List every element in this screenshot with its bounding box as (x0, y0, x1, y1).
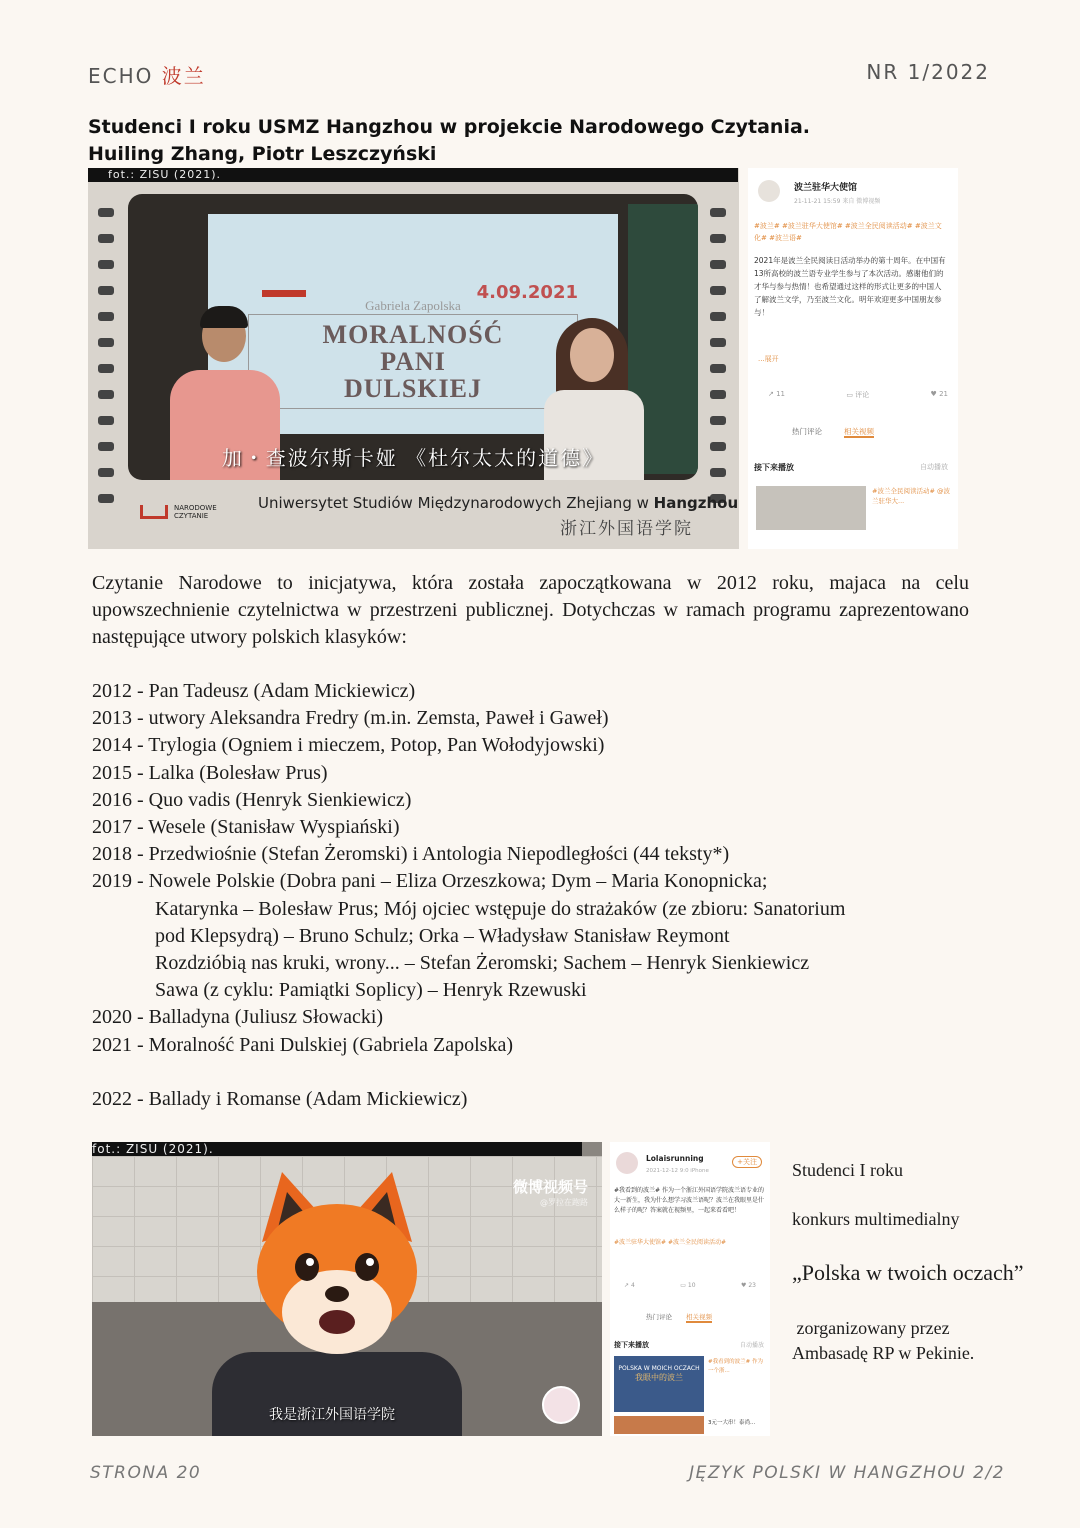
up-next-label: 接下来播放 (614, 1341, 649, 1349)
university-name: Uniwersytet Studiów Międzynarodowych Zhejiang w (258, 494, 654, 512)
footer-publication: JĘZYK POLSKI W HANGZHOU 2/2 (689, 1463, 1005, 1483)
list-item-continuation: Katarynka – Bolesław Prus; Mój ojciec wstępuje do strażaków (ze zbioru: Sanatorium (155, 897, 846, 920)
side-text-line: konkurs multimedialny (792, 1209, 960, 1229)
up-next-caption: #波兰全民阅读活动# @波兰驻华大... (872, 487, 950, 505)
video-subtitle: 我是浙江外国语学院 (269, 1407, 395, 1423)
header-echo: ECHO (88, 64, 154, 88)
slide-title-line: DULSKIEJ (343, 374, 483, 403)
autoplay-label: 自动播放 (739, 1342, 764, 1349)
film-strip-right (710, 208, 728, 520)
repost-count: ↗ 4 (624, 1282, 635, 1289)
fox-avatar-icon (242, 1172, 432, 1362)
post-tabs (646, 1312, 712, 1321)
list-item: 2019 - Nowele Polskie (Dobra pani – Eliza Orzeszkowa; Dym – Maria Konopnicka; (92, 870, 768, 893)
thumbnail-subtitle: 我眼中的波兰 (635, 1373, 683, 1382)
like-count: ♥ 23 (741, 1282, 756, 1289)
tab-hot-comments: 热门评论 (646, 1313, 672, 1321)
film-strip-left (98, 208, 116, 520)
university-chinese-name: 浙江外国语学院 (560, 519, 693, 539)
watermark-handle: @罗拉在跑路 (540, 1198, 588, 1207)
narodowe-czytanie-logo (140, 504, 230, 520)
post-tabs (792, 426, 874, 437)
article-title (88, 114, 848, 168)
list-item: 2012 - Pan Tadeusz (Adam Mickiewicz) (92, 680, 416, 702)
up-next-label: 接下来播放 (754, 463, 794, 472)
weibo-post-screenshot-2 (610, 1142, 770, 1436)
like-count: ♥ 21 (930, 390, 948, 398)
reading-list (92, 678, 992, 1113)
list-item-continuation: pod Klepsydrą) – Bruno Schulz; Orka – Władysław Stanisław Reymont (155, 924, 730, 947)
thumbnail-title: POLSKA W MOICH OCZACH (618, 1365, 700, 1372)
intro-paragraph: Czytanie Narodowe to inicjatywa, która została zapoczątkowana w 2012 roku, majaca na celu upowszechnienie czytelnictwa w przestrzeni publicznej. Dotychczas w ramach programu zaprezentowano następujące utwory polskich klasyków: (92, 572, 969, 648)
university-caption (258, 494, 738, 512)
header-title (88, 60, 206, 89)
up-next-caption: #我看到的波兰# 作为一个浙... (708, 1359, 763, 1374)
list-item: 2020 - Balladyna (Juliusz Słowacki) (92, 1006, 384, 1029)
university-city: Hangzhou (653, 494, 739, 512)
post-tags: #波兰驻华大使馆# #波兰全民阅读活动# (614, 1239, 727, 1246)
post-actions (624, 1282, 756, 1289)
page-number: STRONA 20 (90, 1463, 202, 1483)
video-frame (128, 194, 698, 480)
list-item: 2022 - Ballady i Romanse (Adam Mickiewicz) (92, 1088, 468, 1111)
side-text-line: Studenci I roku (792, 1160, 903, 1180)
list-item: 2015 - Lalka (Bolesław Prus) (92, 761, 328, 784)
list-item: 2014 - Trylogia (Ogniem i mieczem, Potop, Pan Wołodyjowski) (92, 734, 605, 757)
weibo-post-screenshot (748, 168, 958, 549)
list-item: 2017 - Wesele (Stanisław Wyspiański) (92, 816, 400, 839)
list-item-continuation: Rozdzióbią nas kruki, wrony... – Stefan Żeromski; Sachem – Henryk Sienkiewicz (155, 952, 810, 975)
fox-video-photo (92, 1142, 602, 1436)
issue-number: NR 1/2022 (866, 60, 990, 84)
follow-button[interactable]: +关注 (732, 1156, 762, 1168)
slide-date: 4.09.2021 (476, 282, 578, 303)
second-thumbnail (614, 1416, 704, 1434)
logo-line: NARODOWE (174, 504, 217, 512)
account-avatar (616, 1152, 638, 1174)
weibo-watermark (513, 1176, 588, 1208)
video-subtitle: 加・查波尔斯卡娅 《杜尔太太的道德》 (221, 446, 605, 470)
post-tags: #波兰# #波兰驻华大使馆# #波兰全民阅读活动# #波兰文化# #波兰语# (754, 222, 942, 242)
slide-title-line: PANI (380, 347, 446, 376)
post-meta: 2021-12-12 9:0 iPhone (646, 1168, 709, 1174)
up-next-thumbnail (614, 1356, 704, 1412)
autoplay-label: 自动播放 (920, 463, 948, 471)
reading-event-photo (88, 168, 739, 549)
account-name: 波兰驻华大使馆 (794, 183, 858, 193)
account-avatar (758, 180, 780, 202)
tab-hot-comments: 热门评论 (792, 427, 822, 436)
expand-link: ...展开 (758, 355, 779, 363)
contest-title: „Polska w twoich oczach” (792, 1260, 1024, 1285)
second-caption: 3元一大串！泰尚... (708, 1420, 756, 1426)
post-body: #我看到的波兰# 作为一个浙江外国语学院波兰语专业的大一新生，我为什么想学习波兰语呢？波兰在我眼里是什么样子的呢？答案就在视频里，一起来看看吧！ (614, 1187, 765, 1214)
tab-related-videos: 相关视频 (844, 427, 874, 436)
slide-logo (262, 290, 306, 297)
photo-credit: fot.: ZISU (2021). (88, 168, 738, 182)
article-authors: Huiling Zhang, Piotr Leszczyński (88, 143, 437, 165)
slide-author: Gabriela Zapolska (365, 298, 461, 313)
comment-count: ▭ 10 (680, 1282, 696, 1289)
list-item: 2021 - Moralność Pani Dulskiej (Gabriela Zapolska) (92, 1033, 514, 1056)
photo-credit: fot.: ZISU (2021). (92, 1142, 582, 1156)
watermark-text: 微博视频号 (512, 1178, 588, 1196)
side-text-line: Ambasadę RP w Pekinie. (792, 1343, 975, 1363)
comment-label: ▭ 评论 (846, 391, 870, 399)
list-item: 2018 - Przedwiośnie (Stefan Żeromski) i Antologia Niepodległości (44 teksty*) (92, 843, 730, 866)
post-meta: 21-11-21 15:59 来自 微博视频 (794, 198, 881, 205)
side-text-line: zorganizowany przez (792, 1318, 950, 1338)
tab-related-videos: 相关视频 (686, 1313, 712, 1321)
repost-count: ↗ 11 (768, 390, 786, 398)
slide-title (248, 314, 578, 409)
slide-title-line: MORALNOŚĆ (322, 320, 504, 349)
post-body: 2021年是波兰全民阅读日活动举办的第十周年。在中国有13所高校的波兰语专业学生参与了本次活动。感谢他们的才华与参与热情！也希望通过这样的形式让更多的中国人了解波兰文学，乃至波兰文化。明年欢迎更多中国朋友参与！ (754, 256, 946, 317)
channel-avatar (542, 1386, 580, 1424)
account-name: Lolaisrunning (646, 1154, 704, 1163)
list-item: 2013 - utwory Aleksandra Fredry (m.in. Zemsta, Paweł i Gaweł) (92, 707, 609, 730)
list-item: 2016 - Quo vadis (Henryk Sienkiewicz) (92, 788, 412, 811)
article-headline: Studenci I roku USMZ Hangzhou w projekcie Narodowego Czytania. (88, 116, 810, 138)
logo-line: CZYTANIE (174, 512, 209, 520)
up-next-thumbnail (756, 486, 866, 530)
header-accent: 波兰 (161, 64, 206, 88)
list-item-continuation: Sawa (z cyklu: Pamiątki Soplicy) – Henryk Rzewuski (155, 979, 587, 1002)
post-actions (768, 390, 948, 400)
